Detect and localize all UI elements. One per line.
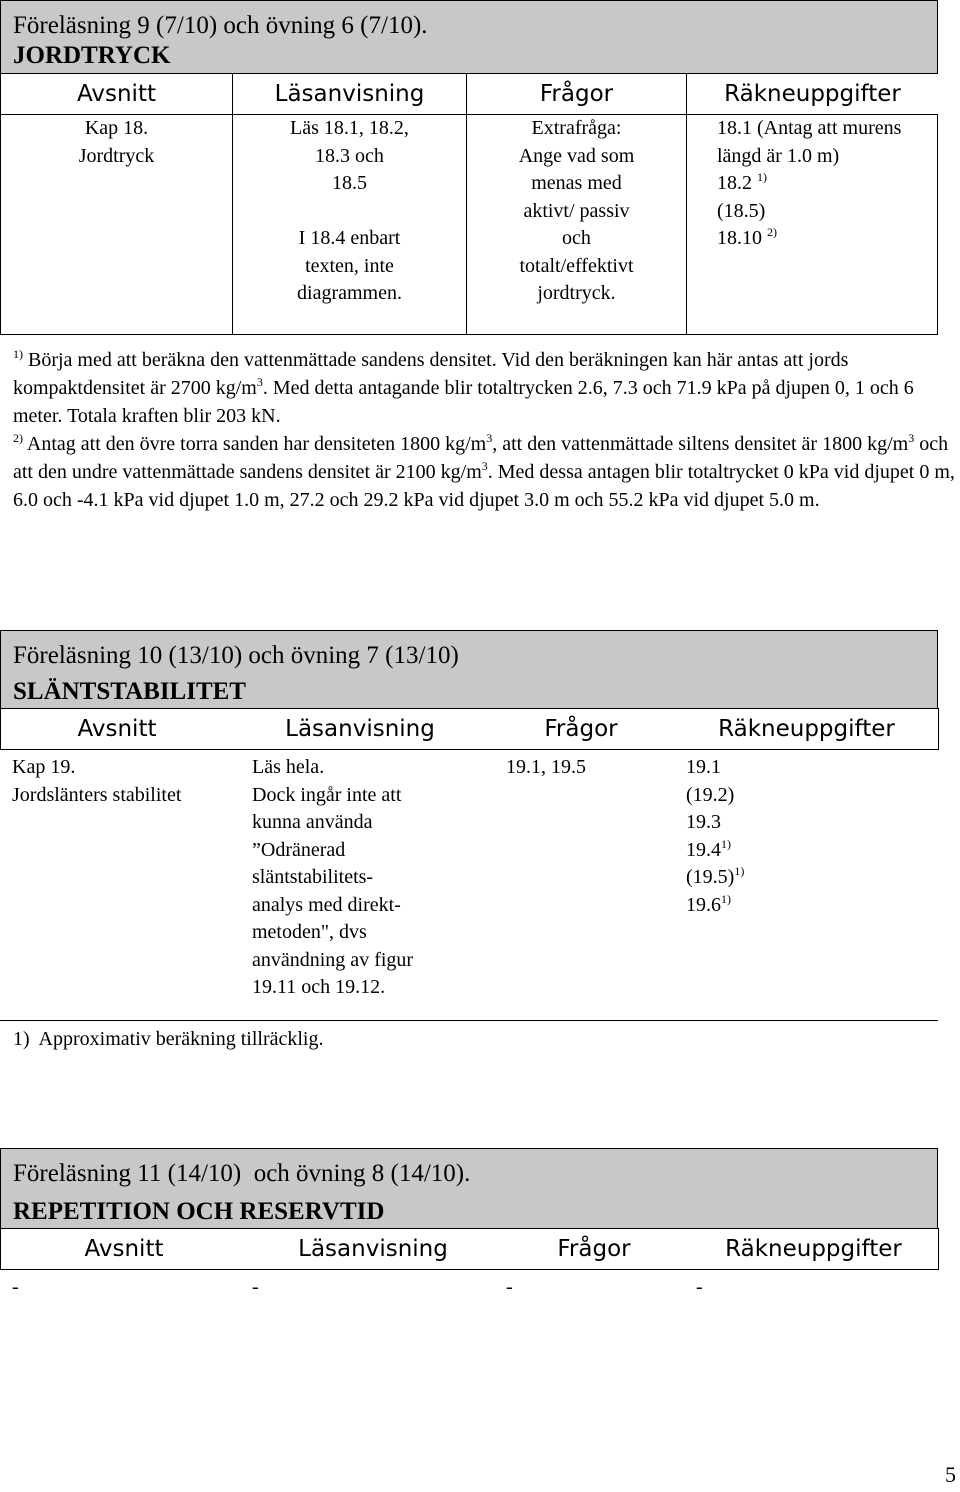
cell-text: (18.5) 18.10 — [717, 199, 766, 249]
schedule-table — [0, 73, 938, 335]
table-bottom-rule — [0, 1020, 938, 1021]
col-fragor: Frågor — [487, 708, 675, 750]
cell-text: Kap 19. Jordslänters stabilitet — [12, 756, 182, 806]
col-rakneuppgifter: Räkneuppgifter — [675, 708, 939, 750]
cell-text: (19.5) — [686, 866, 735, 888]
col-lasanvisning: Läsanvisning — [232, 73, 466, 115]
cell-fragor — [466, 115, 686, 335]
cell-text: Kap 18. Jordtryck — [78, 117, 155, 167]
footnote-text: . Med dessa antagen blir totaltrycket 0 kPa vid djupet 0 m, 6.0 och -4.1 kPa vid djupet 1.0 m, 27.2 och 29.2 kPa vid djupet 3.0 m och 55.2 kPa vid djupet 5.0 m. — [13, 461, 955, 511]
section-header — [0, 630, 938, 708]
section-header — [0, 1148, 938, 1228]
cell-text: Läs 18.1, 18.2, 18.3 och 18.5 I 18.4 enbart texten, inte diagrammen. — [290, 117, 409, 304]
footnote-text: Börja med att beräkna den vattenmättade sandens densitet. Vid den beräkningen kan här antas att jords kompaktdensitet är 2700 kg/m — [13, 349, 849, 399]
lecture-topic: JORDTRYCK — [13, 42, 171, 69]
lecture-title: Föreläsning 10 (13/10) och övning 7 (13/10) — [13, 642, 459, 669]
section-header — [0, 0, 938, 73]
section-lecture-9 — [0, 0, 938, 335]
col-rakneuppgifter: Räkneuppgifter — [686, 73, 938, 115]
schedule-row — [0, 1274, 938, 1302]
footnote-marker: 1) — [13, 347, 23, 361]
cell-rakneuppgifter — [674, 754, 938, 1002]
cell-text: 19.6 — [686, 893, 721, 916]
cell-rakneuppgifter: - — [696, 1276, 703, 1298]
superscript: 3 — [908, 431, 915, 445]
col-rakneuppgifter: Räkneuppgifter — [689, 1228, 939, 1270]
cell-rakneuppgifter — [686, 115, 938, 335]
cell-lasanvisning: - — [252, 1276, 259, 1298]
col-lasanvisning: Läsanvisning — [233, 708, 487, 750]
cell-text: 18.1 (Antag att murens längd är 1.0 m) 18.2 — [717, 117, 902, 194]
cell-text: Läs hela. Dock ingår inte att kunna använda ”Odränerad släntstabilitets- analys med direkt- metoden", dvs användning av figur 19.11 och 19.12. — [252, 756, 414, 998]
lecture-topic: SLÄNTSTABILITET — [13, 678, 246, 705]
col-fragor: Frågor — [466, 73, 686, 115]
cell-lasanvisning — [232, 115, 466, 335]
footnote-ref: 1) — [757, 170, 767, 184]
superscript: 3 — [486, 431, 493, 445]
footnote-marker: 2) — [13, 431, 23, 445]
col-avsnitt: Avsnitt — [0, 73, 232, 115]
cell-avsnitt: - — [12, 1276, 19, 1298]
footnote-ref: 1) — [734, 864, 745, 878]
superscript: 3 — [256, 375, 263, 389]
lecture-topic: REPETITION OCH RESERVTID — [13, 1198, 385, 1225]
cell-fragor: - — [506, 1276, 513, 1298]
lecture-title: Föreläsning 11 (14/10) och övning 8 (14/10). — [13, 1160, 471, 1187]
cell-text: 19.1 (19.2) 19.3 19.4 — [686, 756, 735, 861]
cell-avsnitt — [0, 115, 232, 335]
cell-lasanvisning — [232, 754, 486, 1002]
col-lasanvisning: Läsanvisning — [247, 1228, 499, 1270]
cell-text: Extrafråga: Ange vad som menas med aktivt/ passiv och totalt/effektivt jordtryck. — [518, 117, 635, 304]
footnote-approx: 1) Approximativ beräkning tillräcklig. — [13, 1028, 324, 1050]
footnote-1 — [13, 346, 958, 430]
page-number: 5 — [945, 1462, 956, 1487]
superscript: 3 — [481, 459, 488, 473]
schedule-table — [0, 1228, 938, 1270]
footnote-text: . Med detta antagande blir totaltrycken 2.6, 7.3 och 71.9 kPa på djupen 0, 1 och 6 meter. Totala kraften blir 203 kN. — [13, 377, 914, 427]
col-fragor: Frågor — [499, 1228, 689, 1270]
footnote-text: , att den vattenmättade siltens densitet är 1800 kg/m — [492, 433, 909, 455]
section-lecture-11 — [0, 1148, 938, 1302]
section-lecture-10 — [0, 630, 938, 1021]
footnote-ref: 1) — [721, 836, 731, 851]
col-avsnitt: Avsnitt — [1, 1228, 247, 1270]
footnote-text: och att den undre vattenmättade sandens densitet är 2100 kg/m — [13, 433, 949, 483]
footnote-2 — [13, 430, 958, 514]
lecture-title: Föreläsning 9 (7/10) och övning 6 (7/10). — [13, 12, 428, 39]
footnote-text: Antag att den övre torra sanden har densiteten 1800 kg/m — [23, 433, 487, 455]
schedule-table — [0, 708, 938, 750]
schedule-row — [0, 754, 938, 1002]
col-avsnitt: Avsnitt — [1, 708, 233, 750]
cell-fragor — [486, 754, 674, 1002]
cell-text: 19.1, 19.5 — [506, 756, 586, 778]
footnote-ref: 1) — [721, 891, 731, 906]
footnote-ref: 2) — [767, 225, 777, 239]
cell-avsnitt — [0, 754, 232, 1002]
